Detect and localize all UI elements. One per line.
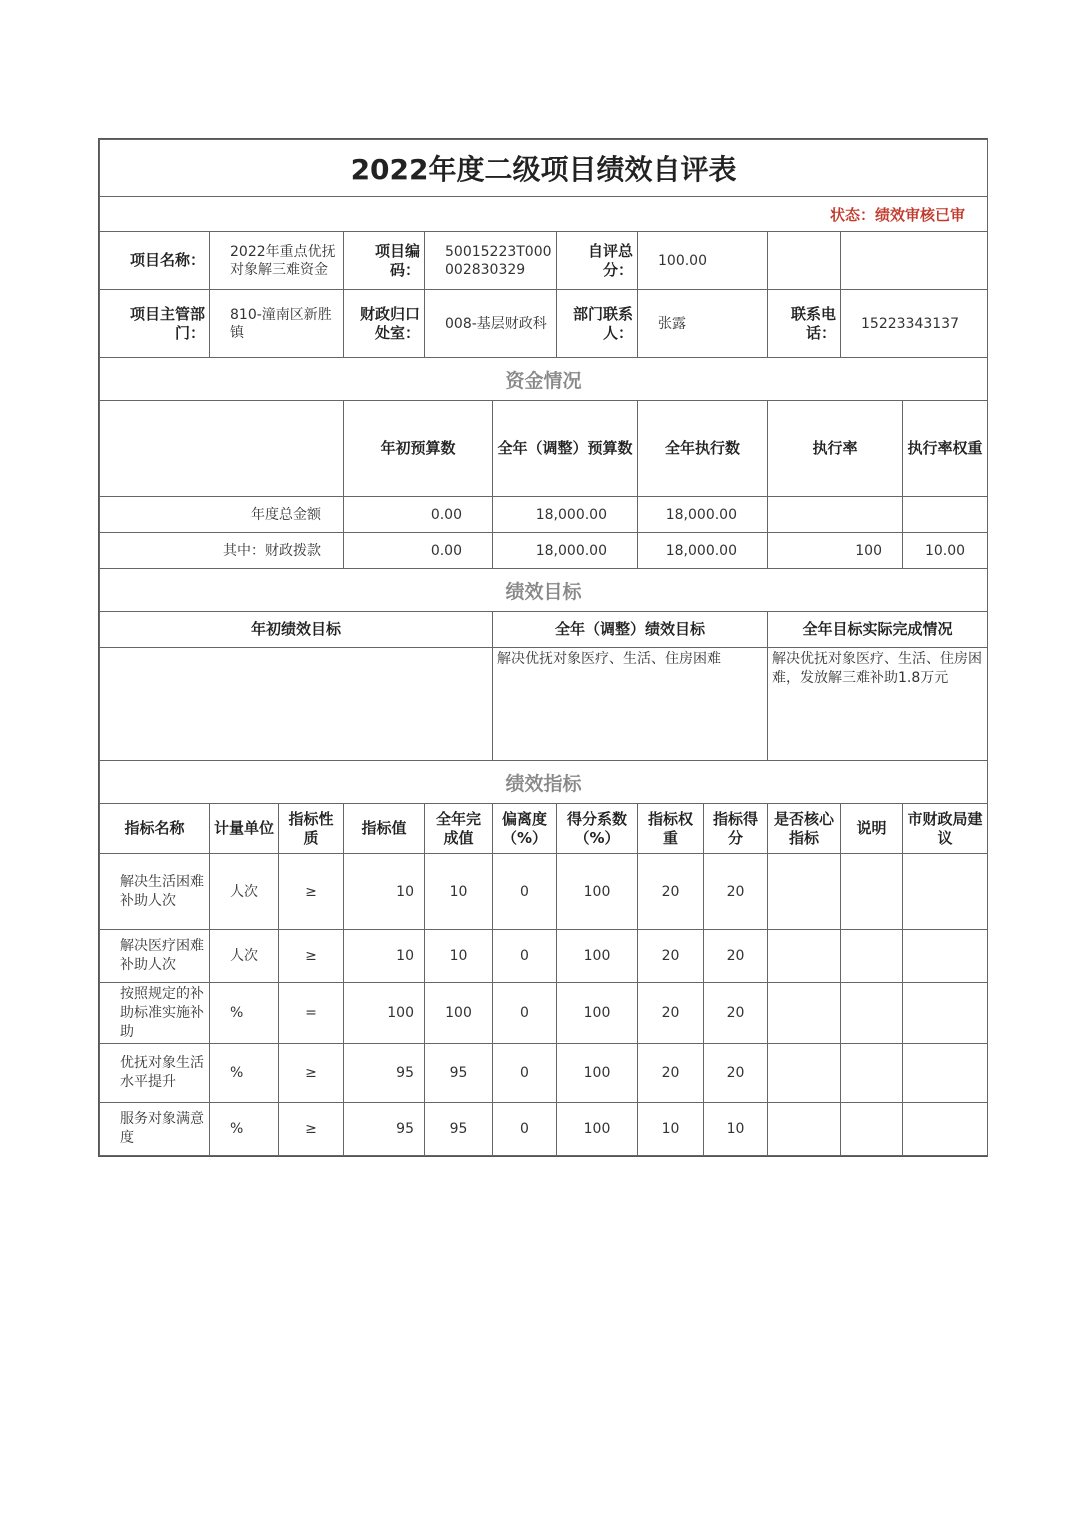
funds-header-executed: 全年执行数 [638,401,768,497]
empty-cell [768,232,841,290]
ind-score: 20 [704,983,768,1044]
indicators-section-title: 绩效指标 [100,761,988,804]
table-row [100,983,988,1044]
ind-core [768,854,841,930]
ind-core [768,983,841,1044]
ind-target: 95 [344,1103,425,1156]
ind-header-note: 说明 [841,804,903,854]
ind-target: 10 [344,930,425,983]
ind-deviation: 0 [493,1103,557,1156]
project-name-label: 项目名称： [100,232,210,290]
funds-executed: 18,000.00 [638,497,768,533]
ind-note [841,983,903,1044]
ind-name: 服务对象满意度 [100,1103,210,1156]
ind-target: 95 [344,1044,425,1103]
ind-header-advice: 市财政局建议 [903,804,988,854]
ind-weight: 20 [638,854,704,930]
ind-nature: = [279,983,344,1044]
funds-rate: 100 [768,533,903,569]
funds-header-blank [100,401,344,497]
ind-weight: 20 [638,930,704,983]
project-code-label: 项目编码： [344,232,425,290]
ind-header-target: 指标值 [344,804,425,854]
funds-row-label: 其中：财政拨款 [100,533,344,569]
ind-deviation: 0 [493,930,557,983]
ind-coef: 100 [557,930,638,983]
ind-actual: 100 [425,983,493,1044]
funds-weight [903,497,988,533]
project-code-value: 50015223T000002830329 [425,232,557,290]
ind-header-coef: 得分系数（%） [557,804,638,854]
ind-core [768,1103,841,1156]
ind-header-nature: 指标性质 [279,804,344,854]
funds-header-rate: 执行率 [768,401,903,497]
ind-note [841,854,903,930]
ind-note [841,1103,903,1156]
ind-score: 10 [704,1103,768,1156]
project-name-value: 2022年重点优抚对象解三难资金 [210,232,344,290]
table-row [100,533,988,569]
ind-coef: 100 [557,854,638,930]
ind-target: 100 [344,983,425,1044]
goals-section-title: 绩效目标 [100,569,988,612]
funds-adjusted: 18,000.00 [493,497,638,533]
funds-header-weight: 执行率权重 [903,401,988,497]
ind-name: 解决生活困难补助人次 [100,854,210,930]
ind-unit: % [210,1044,279,1103]
ind-name: 解决医疗困难补助人次 [100,930,210,983]
page-title: 2022年度二级项目绩效自评表 [100,140,988,197]
ind-header-deviation: 偏离度（%） [493,804,557,854]
ind-weight: 20 [638,983,704,1044]
table-row [100,1103,988,1156]
goals-header-adjusted: 全年（调整）绩效目标 [493,612,768,648]
ind-weight: 20 [638,1044,704,1103]
table-row [100,497,988,533]
ind-name: 优抚对象生活水平提升 [100,1044,210,1103]
goals-actual-text: 解决优抚对象医疗、生活、住房困难，发放解三难补助1.8万元 [768,648,988,761]
funds-initial: 0.00 [344,533,493,569]
ind-unit: % [210,983,279,1044]
contact-label: 部门联系人： [557,290,638,358]
ind-header-actual: 全年完成值 [425,804,493,854]
table-row [100,854,988,930]
goals-initial-text [100,648,493,761]
funds-adjusted: 18,000.00 [493,533,638,569]
goals-header-actual: 全年目标实际完成情况 [768,612,988,648]
ind-deviation: 0 [493,854,557,930]
ind-unit: 人次 [210,930,279,983]
ind-header-name: 指标名称 [100,804,210,854]
ind-header-unit: 计量单位 [210,804,279,854]
ind-nature: ≥ [279,930,344,983]
ind-deviation: 0 [493,1044,557,1103]
ind-score: 20 [704,1044,768,1103]
ind-unit: 人次 [210,854,279,930]
score-label: 自评总分： [557,232,638,290]
ind-note [841,1044,903,1103]
ind-actual: 10 [425,930,493,983]
evaluation-table [99,139,988,1156]
ind-advice [903,854,988,930]
funds-initial: 0.00 [344,497,493,533]
ind-coef: 100 [557,1044,638,1103]
funds-weight: 10.00 [903,533,988,569]
phone-label: 联系电话： [768,290,841,358]
empty-cell [841,232,988,290]
ind-header-weight: 指标权重 [638,804,704,854]
ind-unit: % [210,1103,279,1156]
ind-weight: 10 [638,1103,704,1156]
funds-executed: 18,000.00 [638,533,768,569]
ind-actual: 95 [425,1044,493,1103]
ind-coef: 100 [557,983,638,1044]
ind-advice [903,1044,988,1103]
funds-header-initial: 年初预算数 [344,401,493,497]
ind-advice [903,930,988,983]
ind-nature: ≥ [279,1103,344,1156]
finance-value: 008-基层财政科 [425,290,557,358]
ind-target: 10 [344,854,425,930]
ind-advice [903,983,988,1044]
ind-nature: ≥ [279,854,344,930]
phone-value: 15223343137 [841,290,988,358]
table-row [100,1044,988,1103]
ind-advice [903,1103,988,1156]
funds-header-adjusted: 全年（调整）预算数 [493,401,638,497]
ind-score: 20 [704,930,768,983]
ind-coef: 100 [557,1103,638,1156]
goals-adjusted-text: 解决优抚对象医疗、生活、住房困难 [493,648,768,761]
dept-label: 项目主管部门： [100,290,210,358]
funds-rate [768,497,903,533]
ind-core [768,930,841,983]
ind-actual: 10 [425,854,493,930]
ind-nature: ≥ [279,1044,344,1103]
score-value: 100.00 [638,232,768,290]
dept-value: 810-潼南区新胜镇 [210,290,344,358]
ind-name: 按照规定的补助标准实施补助 [100,983,210,1044]
funds-section-title: 资金情况 [100,358,988,401]
ind-header-core: 是否核心指标 [768,804,841,854]
ind-core [768,1044,841,1103]
ind-actual: 95 [425,1103,493,1156]
table-row [100,930,988,983]
ind-note [841,930,903,983]
status-badge: 状态：绩效审核已审 [100,197,988,232]
contact-value: 张露 [638,290,768,358]
ind-deviation: 0 [493,983,557,1044]
goals-header-initial: 年初绩效目标 [100,612,493,648]
finance-label: 财政归口处室： [344,290,425,358]
evaluation-sheet [98,138,988,1157]
ind-header-score: 指标得分 [704,804,768,854]
ind-score: 20 [704,854,768,930]
funds-row-label: 年度总金额 [100,497,344,533]
